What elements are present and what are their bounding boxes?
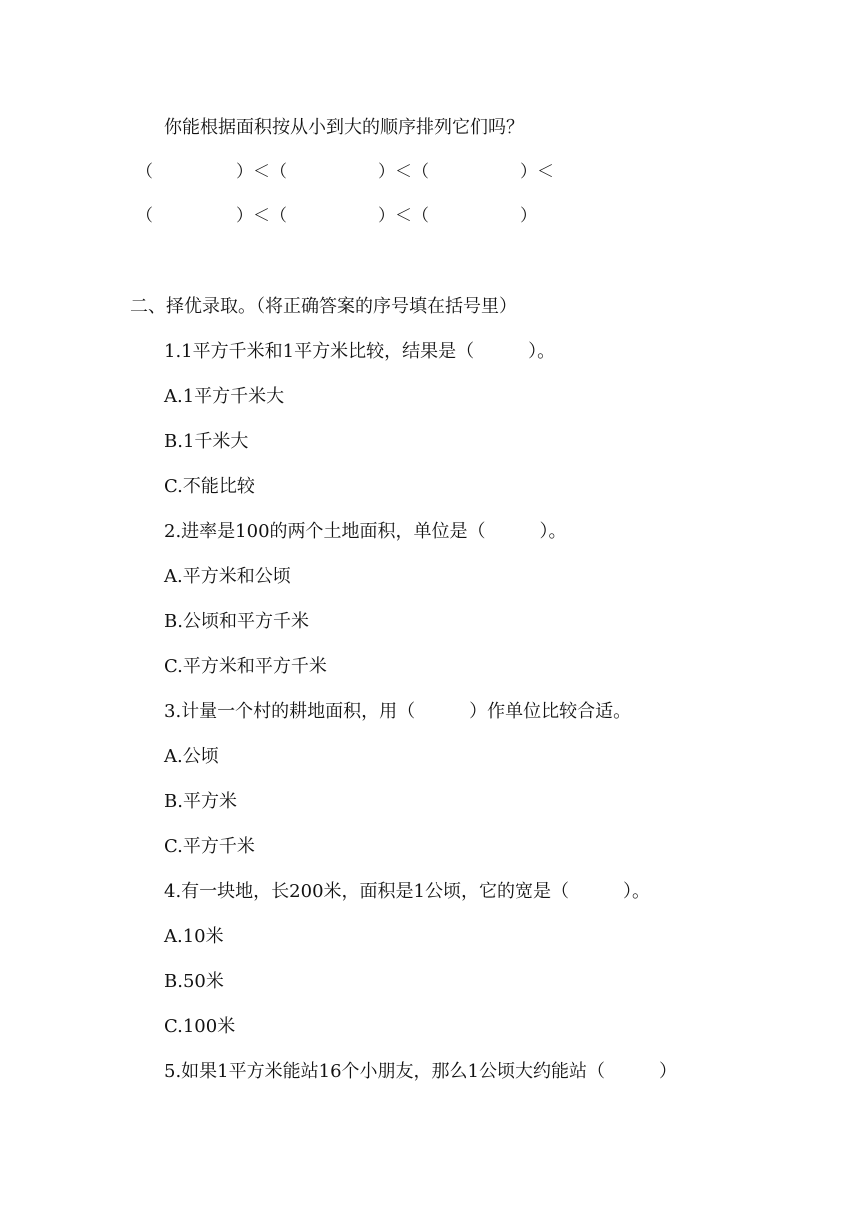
intro-text: 你能根据面积按从小到大的顺序排列它们吗？ [164, 117, 524, 138]
question-1-option-b: B.1千米大 [164, 431, 249, 452]
question-4-option-b: B.50米 [164, 971, 224, 992]
question-3-option-b: B.平方米 [164, 791, 237, 812]
question-4-option-c: C.100米 [164, 1016, 236, 1037]
section-title: 二、择优录取。（将正确答案的序号填在括号里） [130, 296, 517, 317]
compare-sep: ）＜（ [378, 206, 429, 226]
question-4-option-a: A.10米 [164, 926, 224, 947]
question-1-option-c: C.不能比较 [164, 476, 255, 497]
compare-row-2 [0, 205, 860, 227]
question-4-stem: 4.有一块地，长200米，面积是1公顷，它的宽是（ ）。 [164, 881, 650, 902]
compare-close: ） [520, 206, 537, 226]
question-1-option-a: A.1平方千米大 [164, 386, 285, 407]
question-2-option-b: B.公顷和平方千米 [164, 611, 309, 632]
question-2-option-c: C.平方米和平方千米 [164, 656, 327, 677]
compare-sep: ）＜（ [378, 162, 429, 182]
question-2-stem: 2.进率是100的两个土地面积，单位是（ ）。 [164, 521, 567, 542]
question-2-option-a: A.平方米和公顷 [164, 566, 291, 587]
compare-sep: ）＜（ [236, 162, 287, 182]
question-3-stem: 3.计量一个村的耕地面积，用（ ）作单位比较合适。 [164, 701, 632, 722]
question-1-stem: 1.1平方千米和1平方米比较，结果是（ ）。 [164, 341, 556, 362]
question-3-option-c: C.平方千米 [164, 836, 255, 857]
question-3-option-a: A.公顷 [164, 746, 219, 767]
compare-sep: ）＜ [520, 162, 554, 182]
compare-sep: ）＜（ [236, 206, 287, 226]
compare-open: （ [136, 206, 153, 226]
compare-open: （ [136, 162, 153, 182]
question-5-stem: 5.如果1平方米能站16个小朋友，那么1公顷大约能站（ ） [164, 1061, 677, 1082]
compare-row-1 [0, 161, 860, 183]
